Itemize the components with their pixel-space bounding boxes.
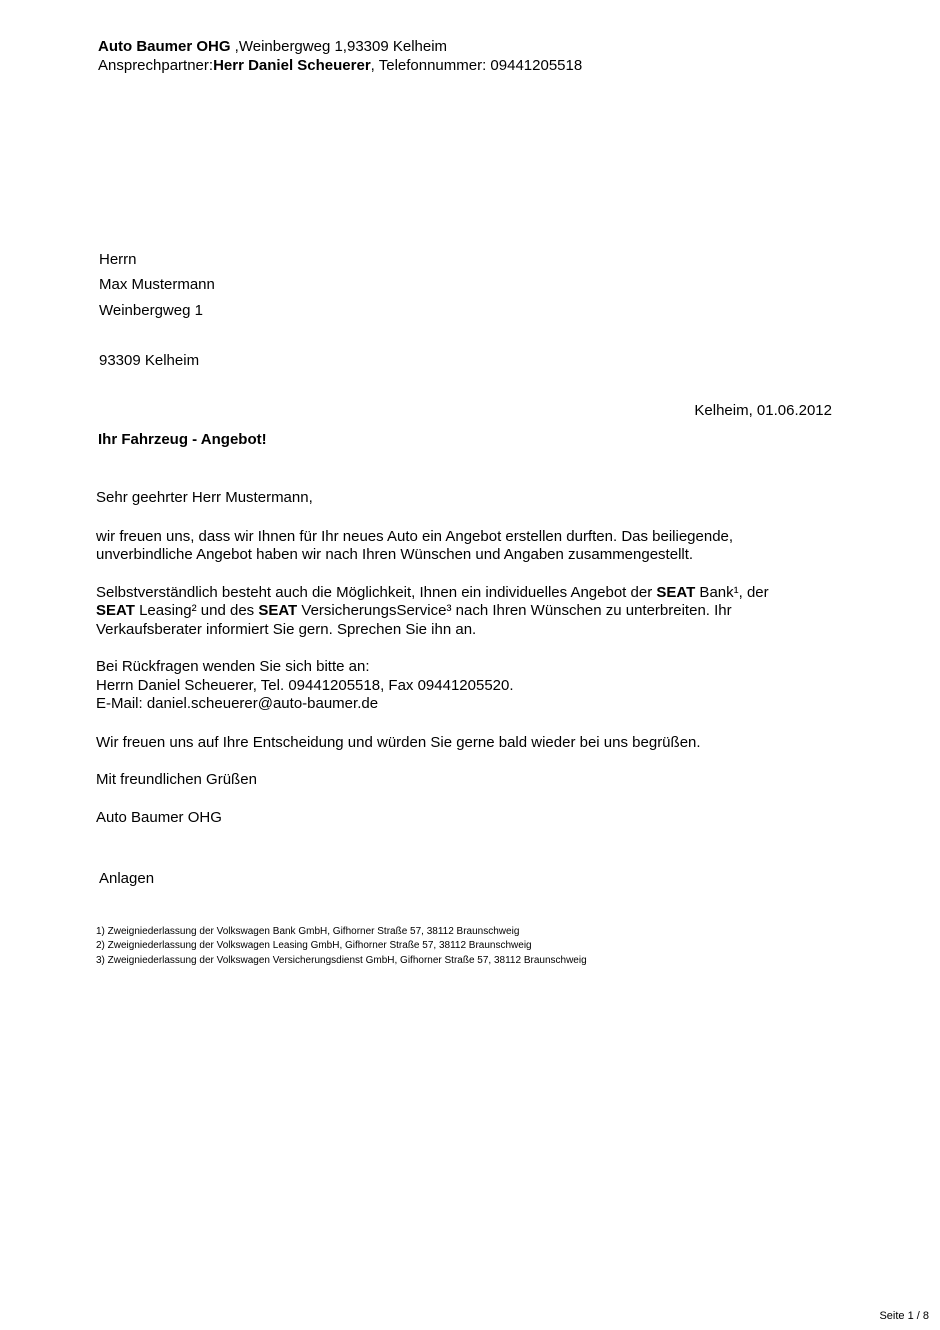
sender-address: ,Weinbergweg 1,93309 Kelheim	[230, 38, 448, 55]
contact-name: Herr Daniel Scheuerer	[213, 57, 371, 74]
contact-phone: , Telefonnummer: 09441205518	[370, 57, 583, 74]
footnote: 1) Zweigniederlassung der Volkswagen Bank GmbH, Gifhorner Straße 57, 38112 Braunschweig	[96, 926, 520, 937]
brand-name: SEAT	[656, 584, 696, 601]
paragraph-2-line-2	[96, 602, 732, 620]
footnote: 2) Zweigniederlassung der Volkswagen Leasing GmbH, Gifhorner Straße 57, 38112 Braunschweig	[96, 940, 532, 951]
contact-block-line-2: Herrn Daniel Scheuerer, Tel. 09441205518, Fax 09441205520.	[96, 677, 514, 694]
regards: Mit freundlichen Grüßen	[96, 771, 257, 788]
paragraph-1-line-2: unverbindliche Angebot haben wir nach Ihren Wünschen und Angaben zusammengestellt.	[96, 546, 694, 563]
contact-prefix: Ansprechpartner:	[98, 57, 214, 74]
contact-block-line-1: Bei Rückfragen wenden Sie sich bitte an:	[96, 658, 370, 675]
place-date: Kelheim, 01.06.2012	[694, 402, 832, 419]
contact-block-email: E-Mail: daniel.scheuerer@auto-baumer.de	[96, 695, 379, 712]
paragraph-2-text-b: Bank¹, der	[695, 584, 769, 601]
greeting: Sehr geehrter Herr Mustermann,	[96, 489, 313, 506]
paragraph-2-text-d: VersicherungsService³ nach Ihren Wünschen zu unterbreiten. Ihr	[297, 602, 732, 619]
signature: Auto Baumer OHG	[96, 809, 222, 826]
sender-line	[98, 37, 447, 56]
subject-line: Ihr Fahrzeug - Angebot!	[98, 431, 267, 448]
page-number: Seite 1 / 8	[879, 1310, 929, 1322]
recipient-salutation: Herrn	[99, 251, 137, 268]
paragraph-2-text-a: Selbstverständlich besteht auch die Möglichkeit, Ihnen ein individuelles Angebot der	[96, 584, 657, 601]
sender-company: Auto Baumer OHG	[98, 38, 231, 55]
recipient-city: 93309 Kelheim	[99, 352, 200, 369]
attachments-label: Anlagen	[99, 870, 155, 887]
brand-name: SEAT	[96, 602, 135, 619]
closing-paragraph: Wir freuen uns auf Ihre Entscheidung und würden Sie gerne bald wieder bei uns begrüßen.	[96, 734, 701, 751]
paragraph-1-line-1: wir freuen uns, dass wir Ihnen für Ihr neues Auto ein Angebot erstellen durften. Das beiliegende,	[96, 528, 734, 545]
paragraph-2-text-c: Leasing² und des	[134, 602, 259, 619]
contact-line	[98, 56, 582, 75]
brand-name: SEAT	[258, 602, 298, 619]
paragraph-2-line-1	[96, 584, 769, 602]
recipient-name: Max Mustermann	[99, 276, 215, 293]
paragraph-2-line-3: Verkaufsberater informiert Sie gern. Sprechen Sie ihn an.	[96, 621, 477, 638]
recipient-street: Weinbergweg 1	[99, 302, 203, 319]
footnote: 3) Zweigniederlassung der Volkswagen Versicherungsdienst GmbH, Gifhorner Straße 57, 38112 Braunschweig	[96, 955, 587, 966]
